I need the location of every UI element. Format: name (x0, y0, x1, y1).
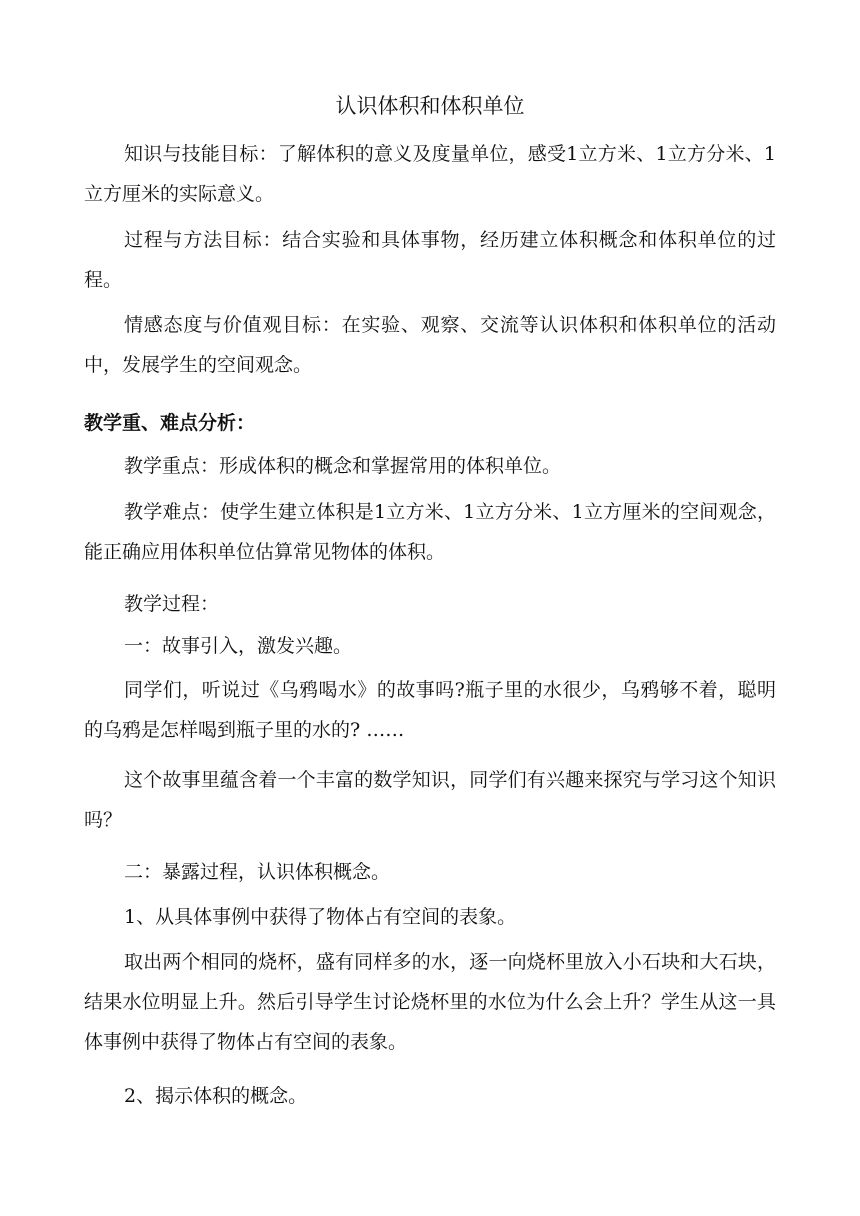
question-paragraph: 这个故事里蕴含着一个丰富的数学知识，同学们有兴趣来探究与学习这个知识吗？ (84, 769, 776, 831)
process-goal-paragraph: 过程与方法目标：结合实验和具体事物，经历建立体积概念和体积单位的过程。 (84, 229, 776, 291)
sub-step-two: 2、揭示体积的概念。 (124, 1085, 308, 1107)
step-two-heading: 二：暴露过程，认识体积概念。 (124, 861, 391, 883)
difficult-point-paragraph: 教学难点：使学生建立体积是1立方米、1立方分米、1立方厘米的空间观念，能正确应用体积单位估算常见物体的体积。 (84, 501, 776, 563)
step-one-heading: 一：故事引入，激发兴趣。 (124, 635, 353, 657)
analysis-heading: 教学重、难点分析： (84, 412, 256, 434)
process-heading: 教学过程： (124, 593, 220, 615)
emotion-goal-paragraph: 情感态度与价值观目标：在实验、观察、交流等认识体积和体积单位的活动中，发展学生的空间观念。 (84, 314, 776, 376)
document-title: 认识体积和体积单位 (335, 94, 525, 118)
sub-step-one: 1、从具体事例中获得了物体占有空间的表象。 (124, 906, 517, 928)
key-point-paragraph: 教学重点：形成体积的概念和掌握常用的体积单位。 (124, 455, 562, 477)
experiment-paragraph: 取出两个相同的烧杯，盛有同样多的水，逐一向烧杯里放入小石块和大石块，结果水位明显上升。然后引导学生讨论烧杯里的水位为什么会上升？学生从这一具体事例中获得了物体占有空间的表象。 (84, 951, 776, 1053)
story-paragraph: 同学们，听说过《乌鸦喝水》的故事吗?瓶子里的水很少，乌鸦够不着，聪明的乌鸦是怎样喝到瓶子里的水的? …… (84, 679, 776, 741)
knowledge-goal-paragraph: 知识与技能目标：了解体积的意义及度量单位，感受1立方米、1立方分米、1立方厘米的实际意义。 (84, 143, 776, 205)
